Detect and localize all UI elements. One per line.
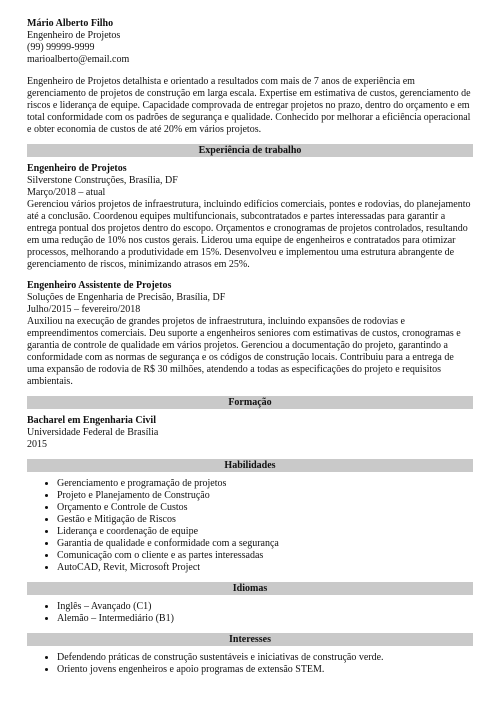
list-item: • Orçamento e Controle de Custos	[57, 502, 473, 514]
education-entry	[27, 415, 473, 451]
languages-list	[27, 601, 473, 625]
list-item: • Gerenciamento e programação de projetos	[57, 478, 473, 490]
section-header-interests: Interesses	[27, 633, 473, 646]
candidate-name: Mário Alberto Filho	[27, 18, 114, 29]
list-item: • Defendendo práticas de construção sustentáveis e iniciativas de construção verde.	[57, 652, 473, 664]
professional-summary: Engenheiro de Projetos detalhista e orientado a resultados com mais de 7 anos de experiência em gerenciamento de projetos de construção em larga escala. Expertise em estimativa de custos, gerenciamento de riscos e liderança de equipe. Capacidade comprovada de entregar projetos no prazo, dentro do orçamento e em total conformidade com os padrões de segurança e qualidade. Conhecido por melhorar a eficiência operacional e obter economia de custos de até 20% em vários projetos.	[27, 76, 471, 135]
job-dates: Março/2018 – atual	[27, 187, 106, 198]
list-item: • Oriento jovens engenheiros e apoio programas de extensão STEM.	[57, 664, 473, 676]
job-description: Auxiliou na execução de grandes projetos de infraestrutura, incluindo expansões de rodovias e empreendimentos comerciais. Deu suporte a engenheiros seniores com estimativas de custos, cronogramas e garantia de controle de qualidade em vários projetos. Gerenciou a documentação do projeto, garantindo a conformidade com as normas de segurança e os códigos de construção locais. Contribuiu para a entrega de uma expansão de rodovia de R$ 30 milhões, atendendo a todas as especificações do projeto e requisitos ambientais.	[27, 316, 461, 387]
list-item: • Comunicação com o cliente e as partes interessadas	[57, 550, 473, 562]
job-company: Silverstone Construções, Brasília, DF	[27, 175, 178, 186]
section-header-languages: Idiomas	[27, 582, 473, 595]
education-school: Universidade Federal de Brasília	[27, 427, 159, 438]
list-item: • Garantia de qualidade e conformidade com a segurança	[57, 538, 473, 550]
candidate-phone: (99) 99999-9999	[27, 42, 95, 53]
job-dates: Julho/2015 – fevereiro/2018	[27, 304, 141, 315]
job-title: Engenheiro Assistente de Projetos	[27, 280, 172, 291]
interests-list	[27, 652, 473, 676]
contact-block	[27, 18, 473, 66]
education-year: 2015	[27, 439, 47, 450]
list-item: • Inglês – Avançado (C1)	[57, 601, 473, 613]
section-header-experience: Experiência de trabalho	[27, 144, 473, 157]
job-title: Engenheiro de Projetos	[27, 163, 127, 174]
job-entry	[27, 280, 473, 388]
job-company: Soluções de Engenharia de Precisão, Brasília, DF	[27, 292, 226, 303]
list-item: • Gestão e Mitigação de Riscos	[57, 514, 473, 526]
list-item: • Projeto e Planejamento de Construção	[57, 490, 473, 502]
skills-list	[27, 478, 473, 574]
section-header-skills: Habilidades	[27, 459, 473, 472]
list-item: • AutoCAD, Revit, Microsoft Project	[57, 562, 473, 574]
section-header-education: Formação	[27, 396, 473, 409]
job-entry	[27, 163, 473, 271]
education-degree: Bacharel em Engenharia Civil	[27, 415, 156, 426]
candidate-email: marioalberto@email.com	[27, 54, 130, 65]
list-item: • Liderança e coordenação de equipe	[57, 526, 473, 538]
job-description: Gerenciou vários projetos de infraestrutura, incluindo edifícios comerciais, pontes e rodovias, do planejamento até a conclusão. Coordenou equipes multifuncionais, subcontratados e partes interessadas para garantir a entrega pontual dos projetos dentro do escopo. Orçamentos e cronogramas de projetos controlados, resultando em uma redução de 10% nos custos gerais. Liderou uma equipe de engenheiros e contratados para otimizar processos, melhorando a produtividade em 15%. Desenvolveu e implementou uma estrutura abrangente de gerenciamento de riscos, minimizando atrasos em 25%.	[27, 199, 471, 270]
list-item: • Alemão – Intermediário (B1)	[57, 613, 473, 625]
candidate-role: Engenheiro de Projetos	[27, 30, 121, 41]
